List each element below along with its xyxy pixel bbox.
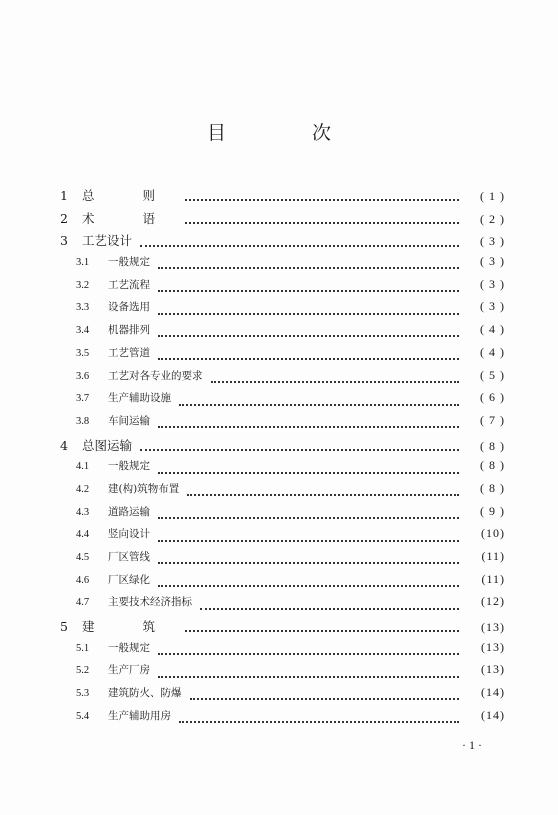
- dot-leader: [158, 426, 459, 428]
- toc-section-entry: [60, 345, 505, 368]
- toc-chapter-entry: [60, 209, 505, 232]
- toc-section-entry: [60, 458, 505, 481]
- toc-section-entry: [60, 277, 505, 300]
- dot-leader: [158, 562, 459, 564]
- toc-entry-number: 1: [60, 188, 68, 203]
- toc-entry-label: 生产辅助用房: [108, 709, 171, 722]
- dot-leader: [185, 630, 459, 632]
- dot-leader: [158, 676, 459, 678]
- toc-entry-page: ( 4 ): [480, 322, 505, 337]
- toc-entry-page: ( 3 ): [480, 254, 505, 269]
- toc-section-entry: [60, 368, 505, 391]
- toc-entry-number: 5.1: [76, 642, 90, 654]
- toc-entry-label: 工艺流程: [108, 278, 150, 291]
- toc-entry-number: 5.2: [76, 665, 90, 677]
- dot-leader: [187, 494, 459, 496]
- dot-leader: [158, 472, 459, 474]
- toc-entry-number: 5: [60, 619, 68, 635]
- toc-entry-page: (11): [481, 571, 505, 586]
- toc-entry-page: ( 6 ): [480, 390, 505, 405]
- dot-leader: [179, 404, 459, 406]
- toc-entry-number: 3: [60, 233, 68, 249]
- dot-leader: [158, 540, 459, 542]
- toc-entry-page: (12): [481, 594, 505, 609]
- dot-leader: [158, 267, 459, 269]
- dot-leader: [179, 721, 459, 723]
- toc-entry-page: ( 8 ): [480, 480, 505, 495]
- toc-entry-number: 4.7: [76, 597, 90, 609]
- toc-chapter-entry: [60, 436, 505, 459]
- toc-entry-number: 3.5: [76, 347, 90, 359]
- dot-leader: [190, 698, 460, 700]
- toc-entry-page: (13): [481, 639, 505, 654]
- toc-entry-page: ( 3 ): [480, 234, 505, 249]
- toc-entry-page: ( 3 ): [480, 276, 505, 291]
- toc-chapter-entry: [60, 231, 505, 254]
- dot-leader: [140, 449, 459, 451]
- toc-section-entry: [60, 481, 505, 504]
- toc-entry-label: 厂区绿化: [108, 573, 150, 586]
- toc-entry-label: 竖向设计: [108, 528, 150, 541]
- toc-entry-label: 建(构)筑物布置: [108, 482, 180, 495]
- dot-leader: [158, 358, 459, 360]
- toc-entry-label: 工艺对各专业的要求: [108, 369, 203, 382]
- toc-section-entry: [60, 299, 505, 322]
- dot-leader: [140, 245, 459, 247]
- dot-leader: [158, 335, 459, 337]
- toc-entry-number: 4.1: [76, 461, 90, 473]
- toc-entry-label: 建 筑: [82, 619, 177, 635]
- dot-leader: [185, 199, 459, 201]
- toc-entry-number: 5.3: [76, 688, 90, 700]
- toc-entry-number: 3.6: [76, 370, 90, 382]
- dot-leader: [158, 517, 459, 519]
- toc-entry-number: 4.3: [76, 506, 90, 518]
- dot-leader: [158, 313, 459, 315]
- toc-entry-label: 生产厂房: [108, 664, 150, 677]
- toc-entry-number: 4.2: [76, 483, 90, 495]
- toc-entry-page: (10): [481, 526, 505, 541]
- dot-leader: [185, 222, 459, 224]
- toc-entry-label: 道路运输: [108, 505, 150, 518]
- toc-entry-number: 2: [60, 210, 68, 226]
- toc-entry-label: 工艺设计: [82, 233, 133, 249]
- toc-entry-page: ( 8 ): [480, 458, 505, 473]
- toc-entry-page: ( 2 ): [480, 211, 505, 226]
- page-number: · 1 ·: [462, 738, 482, 752]
- toc-entry-label: 一般规定: [108, 460, 150, 473]
- dot-leader: [158, 290, 459, 292]
- toc-entry-page: ( 5 ): [480, 367, 505, 382]
- toc-entry-label: 生产辅助设施: [108, 392, 171, 405]
- toc-entry-number: 5.4: [76, 710, 90, 722]
- toc-section-entry: [60, 662, 505, 685]
- toc-entry-page: ( 3 ): [480, 299, 505, 314]
- toc-section-entry: [60, 640, 505, 663]
- toc-section-entry: [60, 526, 505, 549]
- toc-section-entry: [60, 413, 505, 436]
- toc-entry-page: (14): [481, 707, 505, 722]
- dot-leader: [211, 381, 460, 383]
- toc-entry-page: (13): [481, 662, 505, 677]
- toc-entry-label: 建筑防火、防爆: [108, 687, 182, 700]
- toc-section-entry: [60, 549, 505, 572]
- dot-leader: [158, 653, 459, 655]
- toc-entry-label: 机器排列: [108, 324, 150, 337]
- toc-entry-number: 3.3: [76, 302, 90, 314]
- toc-entry-label: 工艺管道: [108, 346, 150, 359]
- toc-entry-page: ( 7 ): [480, 412, 505, 427]
- toc-section-entry: [60, 504, 505, 527]
- toc-entry-page: ( 9 ): [480, 503, 505, 518]
- toc-entry-number: 3.2: [76, 279, 90, 291]
- toc-section-entry: [60, 322, 505, 345]
- toc-section-entry: [60, 708, 505, 731]
- toc-entry-label: 一般规定: [108, 256, 150, 269]
- toc-entry-number: 3.1: [76, 257, 90, 269]
- toc-chapter-entry: [60, 617, 505, 640]
- toc-entry-page: ( 1 ): [480, 189, 505, 203]
- toc-entry-number: 4: [60, 437, 68, 453]
- toc-entry-label: 总图运输: [82, 437, 133, 453]
- toc-section-entry: [60, 594, 505, 617]
- toc-entry-page: (13): [481, 620, 505, 635]
- toc-entry-number: 3.8: [76, 415, 90, 427]
- toc-entry-label: 术 语: [82, 210, 177, 226]
- toc-entry-number: 3.4: [76, 325, 90, 337]
- toc-entry-label: 车间运输: [108, 414, 150, 427]
- toc-section-entry: [60, 685, 505, 708]
- toc-entry-label: 主要技术经济指标: [108, 596, 192, 609]
- toc-entry-number: 4.4: [76, 529, 90, 541]
- toc-section-entry: [60, 390, 505, 413]
- toc-entry-label: 一般规定: [108, 641, 150, 654]
- toc-entry-label: 总 则: [82, 188, 177, 203]
- toc-entry-page: ( 4 ): [480, 344, 505, 359]
- dot-leader: [200, 608, 459, 610]
- table-of-contents: [60, 186, 505, 731]
- page-title: 目 次: [206, 122, 372, 144]
- toc-entry-page: (11): [481, 549, 505, 563]
- toc-entry-label: 设备选用: [108, 301, 150, 314]
- toc-entry-number: 4.6: [76, 574, 90, 586]
- toc-entry-page: ( 8 ): [480, 438, 505, 453]
- toc-section-entry: [60, 254, 505, 277]
- toc-chapter-entry: [60, 186, 505, 209]
- toc-entry-page: (14): [481, 685, 505, 700]
- toc-entry-label: 厂区管线: [108, 551, 150, 563]
- toc-section-entry: [60, 572, 505, 595]
- dot-leader: [158, 585, 459, 587]
- toc-entry-number: 4.5: [76, 552, 90, 563]
- toc-entry-number: 3.7: [76, 393, 90, 405]
